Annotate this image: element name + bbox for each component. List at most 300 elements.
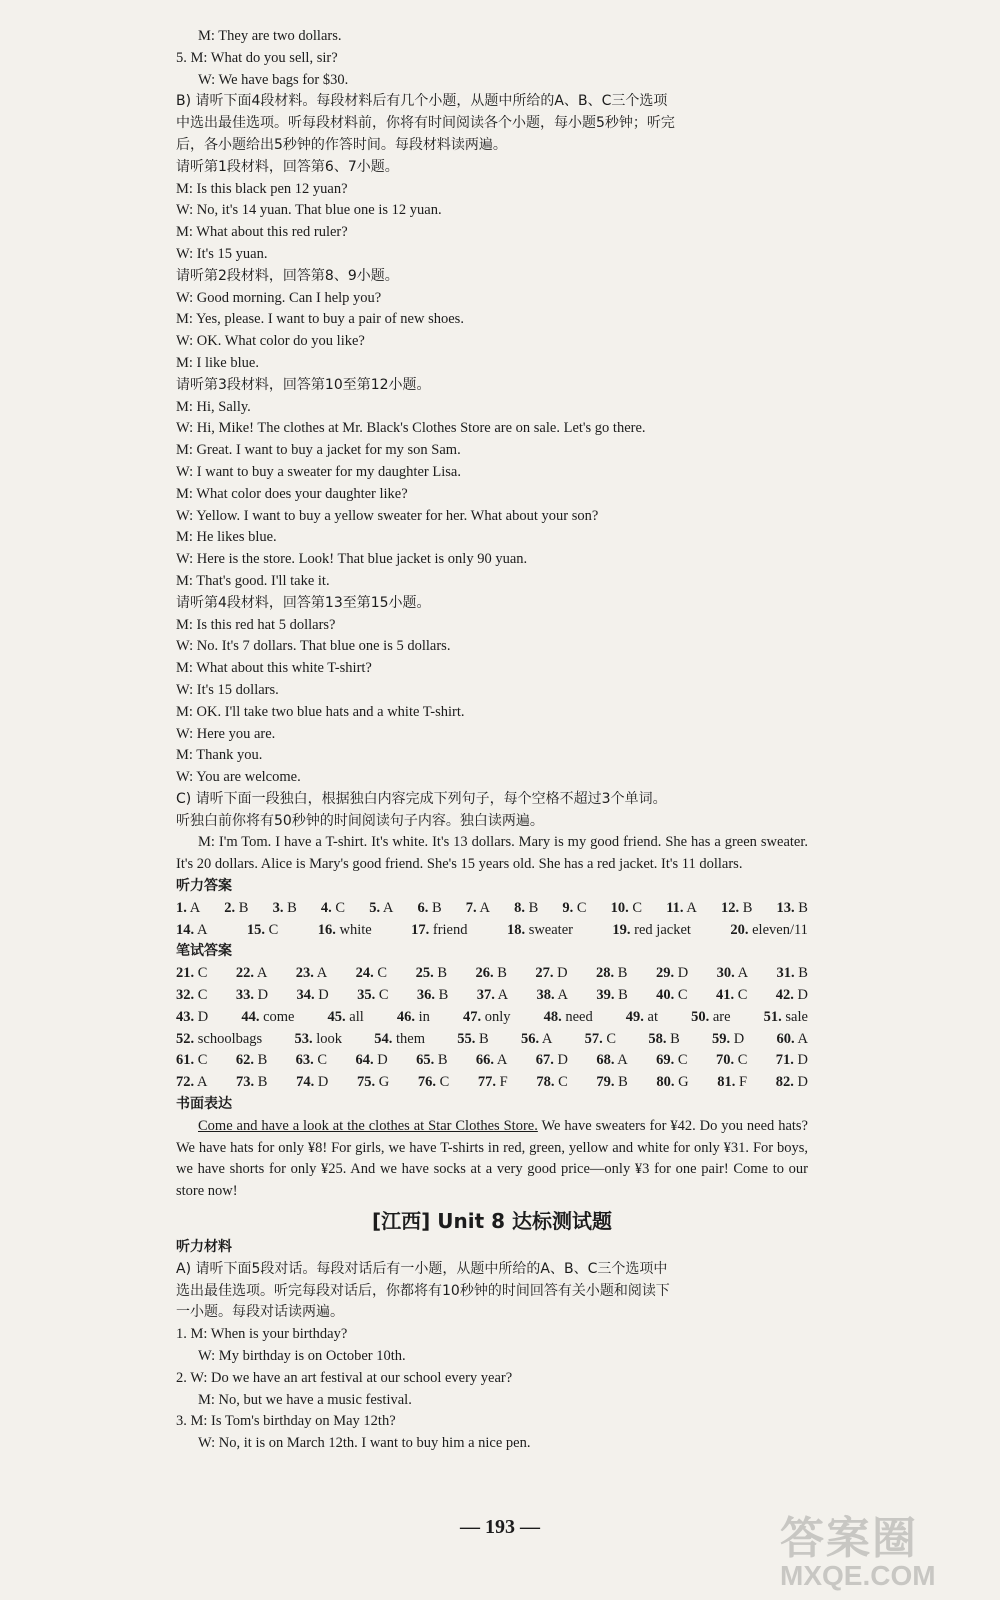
- dialogue-line: W: My birthday is on October 10th.: [198, 1348, 406, 1365]
- answer-item: [730, 920, 808, 942]
- dialogue-line: 请听第3段材料，回答第10至第12小题。: [176, 376, 431, 393]
- dialogue-line: W: No, it is on March 12th. I want to buy him a nice pen.: [198, 1435, 531, 1452]
- answer-value: B: [666, 1030, 680, 1047]
- answer-value: F: [735, 1074, 748, 1091]
- answer-item: [478, 1072, 508, 1094]
- dialogue-line: M: Great. I want to buy a jacket for my son Sam.: [176, 442, 461, 459]
- instruction-line: 听独白前你将有50秒钟的时间阅读句子内容。独白读两遍。: [176, 812, 544, 829]
- answer-value: A: [494, 987, 509, 1004]
- answer-number: 25.: [415, 965, 434, 982]
- answer-value: C: [435, 1074, 450, 1091]
- answer-item: [716, 1050, 747, 1072]
- answer-number: 52.: [176, 1030, 195, 1047]
- answer-number: 80.: [656, 1074, 675, 1091]
- answer-number: 67.: [535, 1052, 554, 1069]
- answer-item: [716, 985, 747, 1007]
- answer-item: [626, 1007, 658, 1029]
- answer-number: 74.: [296, 1074, 315, 1091]
- answer-number: 76.: [417, 1074, 436, 1091]
- answer-number: 27.: [535, 965, 554, 982]
- answer-value: red jacket: [630, 921, 691, 938]
- answer-row: [176, 1050, 808, 1072]
- answer-item: [691, 1007, 730, 1029]
- dialogue-line: 3. M: Is Tom's birthday on May 12th?: [176, 1413, 396, 1430]
- instruction-line: 选出最佳选项。听完每段对话后，你都将有10秒钟的时间回答有关小题和阅读下: [176, 1282, 670, 1299]
- answer-value: B: [433, 965, 447, 982]
- answer-number: 15.: [246, 921, 265, 938]
- answer-value: look: [312, 1030, 342, 1047]
- answer-number: 55.: [457, 1030, 476, 1047]
- answer-number: 29.: [655, 965, 675, 982]
- answer-value: are: [709, 1008, 731, 1025]
- answer-item: [521, 1029, 552, 1051]
- answer-number: 46.: [396, 1008, 415, 1025]
- answer-number: 35.: [357, 987, 376, 1004]
- answer-item: [562, 898, 586, 920]
- answer-item: [477, 985, 508, 1007]
- answer-value: B: [475, 1030, 489, 1047]
- answer-item: [776, 1072, 808, 1094]
- answer-value: A: [683, 899, 697, 916]
- answer-item: [777, 1029, 808, 1051]
- answer-item: [294, 1029, 342, 1051]
- answer-value: D: [194, 1008, 209, 1025]
- answer-value: A: [554, 987, 568, 1004]
- answer-number: 38.: [536, 987, 555, 1004]
- answer-number: 24.: [355, 965, 374, 982]
- answer-item: [466, 898, 490, 920]
- answer-item: [176, 1072, 207, 1094]
- answer-item: [273, 898, 297, 920]
- answer-value: A: [476, 899, 490, 916]
- answer-number: 30.: [716, 965, 735, 982]
- dialogue-line: W: No. It's 7 dollars. That blue one is 5 dollars.: [176, 638, 451, 655]
- dialogue-line: W: I want to buy a sweater for my daughter Lisa.: [176, 463, 461, 480]
- answer-value: them: [392, 1030, 425, 1047]
- answer-value: D: [793, 1052, 808, 1069]
- answer-number: 65.: [416, 1052, 435, 1069]
- answer-number: 6.: [417, 899, 429, 916]
- listening-answers: [176, 898, 808, 942]
- answer-value: D: [314, 987, 329, 1004]
- answer-value: D: [553, 1052, 568, 1069]
- answer-value: G: [674, 1074, 689, 1091]
- answer-value: D: [253, 987, 269, 1004]
- answer-number: 37.: [476, 987, 495, 1004]
- answer-value: A: [194, 921, 208, 938]
- dialogue-line: W: It's 15 dollars.: [176, 681, 279, 698]
- answer-item: [357, 1072, 389, 1094]
- answer-item: [418, 1072, 449, 1094]
- answer-item: [356, 963, 387, 985]
- section-b-dialogues: [176, 157, 808, 789]
- dialogue-line: M: OK. I'll take two blue hats and a white T-shirt.: [176, 703, 465, 720]
- answer-value: A: [313, 965, 328, 982]
- answer-item: [176, 985, 207, 1007]
- instruction-line: C) 请听下面一段独白，根据独白内容完成下列句子，每个空格不超过3个单词。: [176, 790, 667, 807]
- answer-number: 66.: [475, 1052, 494, 1069]
- answer-item: [296, 963, 327, 985]
- answer-item: [374, 1029, 425, 1051]
- answer-item: [176, 1007, 208, 1029]
- answer-value: B: [794, 899, 808, 916]
- answer-item: [236, 985, 268, 1007]
- answer-number: 75.: [356, 1074, 376, 1091]
- listening-answers-title: 听力答案: [176, 878, 232, 895]
- answer-item: [318, 920, 372, 942]
- answer-item: [417, 985, 448, 1007]
- answer-value: A: [186, 899, 201, 916]
- answer-item: [776, 985, 808, 1007]
- answer-number: 78.: [536, 1074, 555, 1091]
- answer-item: [296, 1050, 327, 1072]
- writing-rest: We have sweaters for ¥42. Do you need hats? We have hats for only ¥8! For girls, we have T-shirts in red, green, yellow and white for only ¥31. For boys, we have shorts for only ¥25. And we have socks at a very good price—only ¥3 for one pair! Come to our store now!: [176, 1117, 808, 1200]
- answer-value: A: [794, 1030, 808, 1047]
- answer-item: [596, 1072, 627, 1094]
- answer-item: [357, 985, 388, 1007]
- answer-value: B: [493, 965, 507, 982]
- answer-number: 73.: [236, 1074, 255, 1091]
- dialogue-line: W: We have bags for $30.: [198, 71, 349, 88]
- section-b-instructions: [176, 91, 808, 156]
- answer-number: 26.: [475, 965, 494, 982]
- answer-item: [369, 898, 393, 920]
- answer-number: 19.: [612, 921, 631, 938]
- answer-value: B: [235, 899, 249, 916]
- dialogue-line: M: What about this white T-shirt?: [176, 660, 372, 677]
- answer-value: friend: [429, 921, 468, 938]
- dialogue-line: M: No, but we have a music festival.: [198, 1391, 412, 1408]
- answer-number: 3.: [272, 899, 284, 916]
- answer-number: 53.: [294, 1030, 313, 1047]
- answer-item: [397, 1007, 430, 1029]
- answer-number: 7.: [465, 899, 477, 916]
- answer-value: G: [375, 1074, 390, 1091]
- answer-row: [176, 898, 808, 920]
- dialogue-line: M: That's good. I'll take it.: [176, 572, 330, 589]
- answer-item: [536, 1050, 568, 1072]
- answer-value: D: [553, 965, 568, 982]
- answer-value: sweater: [525, 921, 573, 938]
- instruction-line: B) 请听下面4段材料。每段材料后有几个小题，从题中所给的A、B、C三个选项: [176, 93, 668, 110]
- answer-value: C: [573, 899, 587, 916]
- answer-item: [764, 1007, 808, 1029]
- unit8-dialogues: [176, 1324, 808, 1455]
- answer-number: 57.: [584, 1030, 603, 1047]
- dialogue-line: 请听第4段材料，回答第13至第15小题。: [176, 594, 431, 611]
- answer-value: D: [730, 1030, 745, 1047]
- answer-value: A: [194, 1074, 208, 1091]
- answer-value: C: [375, 987, 389, 1004]
- answer-value: B: [435, 987, 449, 1004]
- watermark-cn: 答案圈: [780, 1513, 918, 1564]
- answer-number: 54.: [374, 1030, 393, 1047]
- answer-number: 1.: [176, 899, 187, 916]
- answer-item: [717, 1072, 747, 1094]
- answer-number: 22.: [235, 965, 255, 982]
- answer-item: [417, 898, 441, 920]
- answer-number: 70.: [715, 1052, 735, 1069]
- answer-item: [656, 985, 687, 1007]
- dialogue-line: W: Good morning. Can I help you?: [176, 289, 382, 306]
- answer-item: [507, 920, 573, 942]
- answer-number: 39.: [596, 987, 615, 1004]
- answer-number: 34.: [296, 987, 315, 1004]
- answer-value: B: [253, 1052, 268, 1069]
- answer-value: A: [254, 965, 268, 982]
- answer-value: B: [254, 1074, 268, 1091]
- answer-number: 18.: [506, 921, 526, 938]
- writing-underlined: Come and have a look at the clothes at Star Clothes Store.: [198, 1117, 538, 1134]
- answer-item: [656, 963, 688, 985]
- answer-item: [535, 963, 567, 985]
- answer-item: [236, 963, 267, 985]
- answer-item: [612, 920, 691, 942]
- answer-number: 33.: [235, 987, 254, 1004]
- dialogue-line: 请听第2段材料，回答第8、9小题。: [176, 267, 399, 284]
- answer-number: 13.: [776, 899, 795, 916]
- answer-number: 4.: [320, 899, 332, 916]
- answer-value: D: [793, 987, 808, 1004]
- answer-item: [296, 985, 328, 1007]
- answer-item: [777, 898, 808, 920]
- dialogue-line: W: You are welcome.: [176, 769, 301, 786]
- answer-value: all: [345, 1008, 364, 1025]
- answer-item: [514, 898, 538, 920]
- dialogue-line: M: I like blue.: [176, 354, 259, 371]
- answer-value: come: [259, 1008, 295, 1025]
- answer-value: B: [428, 899, 442, 916]
- dialogue-line: W: Here is the store. Look! That blue jacket is only 90 yuan.: [176, 551, 528, 568]
- answer-value: A: [494, 1052, 508, 1069]
- answer-number: 72.: [176, 1074, 195, 1091]
- dialogue-line: M: Hi, Sally.: [176, 398, 251, 415]
- answer-number: 17.: [411, 921, 430, 938]
- answer-row: [176, 985, 808, 1007]
- answer-item: [176, 963, 207, 985]
- answer-number: 40.: [656, 987, 675, 1004]
- answer-item: [596, 985, 627, 1007]
- answer-item: [236, 1050, 267, 1072]
- answer-value: A: [614, 1052, 628, 1069]
- answer-value: D: [793, 1074, 808, 1091]
- answer-number: 43.: [176, 1008, 195, 1025]
- answer-number: 5.: [369, 899, 381, 916]
- section-c-instructions: [176, 789, 808, 833]
- answer-row: [176, 963, 808, 985]
- instruction-line: 后，各小题给出5秒钟的作答时间。每段材料读两遍。: [176, 136, 507, 153]
- answer-item: [241, 1007, 294, 1029]
- answer-item: [585, 1029, 616, 1051]
- answer-value: B: [524, 899, 539, 916]
- answer-number: 81.: [717, 1074, 736, 1091]
- dialogue-line: M: Thank you.: [176, 747, 263, 764]
- answer-value: sale: [781, 1008, 808, 1025]
- watermark-en: MXQE.COM: [780, 1560, 936, 1591]
- dialogue-line: 1. M: When is your birthday?: [176, 1326, 348, 1343]
- answer-value: F: [495, 1074, 508, 1091]
- answer-item: [355, 1050, 387, 1072]
- dialogue-line: 请听第1段材料，回答第6、7小题。: [176, 158, 399, 175]
- answer-item: [537, 985, 568, 1007]
- answer-number: 14.: [176, 921, 195, 938]
- answer-item: [776, 1050, 808, 1072]
- answer-value: D: [373, 1052, 388, 1069]
- answer-item: [176, 898, 200, 920]
- answer-number: 45.: [327, 1008, 346, 1025]
- page-number: — 193 —: [460, 1516, 540, 1538]
- answer-value: C: [331, 899, 346, 916]
- answer-number: 56.: [520, 1030, 540, 1047]
- watermark-logo: [780, 1502, 980, 1590]
- dialogue-line: 5. M: What do you sell, sir?: [176, 49, 338, 66]
- dialogue-line: W: Yellow. I want to buy a yellow sweater for her. What about your son?: [176, 507, 599, 524]
- dialogue-line: M: He likes blue.: [176, 529, 277, 546]
- answer-number: 10.: [610, 899, 629, 916]
- answer-number: 71.: [775, 1052, 794, 1069]
- instruction-line: 中选出最佳选项。听每段材料前，你将有时间阅读各个小题，每小题5秒钟；听完: [176, 115, 675, 132]
- monologue-text: M: I'm Tom. I have a T-shirt. It's white. It's 13 dollars. Mary is my good friend. She has a green sweater. It's 20 dollars. Alice is Mary's good friend. She's 15 years old. She has a red jacket. It's 11 dollars.: [176, 834, 808, 873]
- unit8-listening-title: 听力材料: [176, 1239, 232, 1256]
- answer-value: C: [734, 1052, 748, 1069]
- answer-item: [648, 1029, 679, 1051]
- answer-value: B: [614, 1074, 628, 1091]
- answer-item: [596, 1050, 627, 1072]
- answer-value: C: [264, 921, 279, 938]
- answer-value: A: [539, 1030, 553, 1047]
- answer-number: 41.: [715, 987, 735, 1004]
- answer-item: [777, 963, 808, 985]
- answer-item: [176, 1050, 207, 1072]
- answer-number: 36.: [416, 987, 435, 1004]
- answer-number: 31.: [776, 965, 795, 982]
- answer-item: [717, 963, 748, 985]
- answer-number: 16.: [317, 921, 336, 938]
- answer-number: 8.: [514, 899, 525, 916]
- answer-number: 77.: [477, 1074, 496, 1091]
- answer-item: [476, 1050, 507, 1072]
- answer-number: 82.: [775, 1074, 794, 1091]
- answer-item: [721, 898, 752, 920]
- answer-value: C: [628, 899, 643, 916]
- answer-value: B: [434, 1052, 448, 1069]
- answer-value: C: [194, 1052, 208, 1069]
- answer-value: C: [194, 965, 208, 982]
- writing-title: 书面表达: [176, 1096, 232, 1113]
- answer-number: 63.: [295, 1052, 314, 1069]
- answer-number: 58.: [648, 1030, 667, 1047]
- answer-number: 12.: [720, 899, 740, 916]
- answer-value: at: [643, 1008, 659, 1025]
- dialogue-line: M: What about this red ruler?: [176, 224, 348, 241]
- dialogue-line: M: What color does your daughter like?: [176, 485, 408, 502]
- answer-number: 23.: [295, 965, 314, 982]
- answer-number: 11.: [666, 899, 684, 916]
- answer-number: 2.: [224, 899, 236, 916]
- answer-value: B: [794, 965, 808, 982]
- answer-value: schoolbags: [194, 1030, 263, 1047]
- answer-value: in: [415, 1008, 430, 1025]
- answer-row: [176, 1029, 808, 1051]
- answer-number: 69.: [656, 1052, 675, 1069]
- answer-number: 47.: [462, 1008, 482, 1025]
- answer-item: [611, 898, 642, 920]
- answer-number: 44.: [241, 1008, 260, 1025]
- answer-number: 49.: [625, 1008, 644, 1025]
- answer-value: C: [674, 987, 688, 1004]
- answer-item: [247, 920, 278, 942]
- answer-value: C: [674, 1052, 688, 1069]
- answer-item: [596, 963, 627, 985]
- answer-row: [176, 1072, 808, 1094]
- answer-row: [176, 1007, 808, 1029]
- answer-item: [176, 920, 207, 942]
- answer-value: C: [734, 987, 748, 1004]
- unit8-instructions: [176, 1259, 808, 1324]
- dialogue-line: M: Yes, please. I want to buy a pair of new shoes.: [176, 311, 464, 328]
- answer-item: [321, 898, 345, 920]
- answer-item: [544, 1007, 593, 1029]
- answer-value: eleven/11: [748, 921, 808, 938]
- answer-value: only: [481, 1008, 511, 1025]
- answer-item: [463, 1007, 511, 1029]
- dialogue-line: M: Is this black pen 12 yuan?: [176, 180, 348, 197]
- document-page: [176, 26, 808, 1455]
- answer-item: [296, 1072, 328, 1094]
- dialogue-line: W: Hi, Mike! The clothes at Mr. Black's Clothes Store are on sale. Let's go there.: [176, 420, 646, 437]
- answer-number: 20.: [730, 921, 749, 938]
- answer-item: [224, 898, 248, 920]
- answer-number: 59.: [712, 1030, 731, 1047]
- answer-item: [411, 920, 467, 942]
- answer-item: [416, 1050, 447, 1072]
- dialogue-line: W: No, it's 14 yuan. That blue one is 12 yuan.: [176, 202, 442, 219]
- writing-sample: [176, 1116, 808, 1203]
- answer-value: need: [561, 1008, 593, 1025]
- answer-value: A: [380, 899, 394, 916]
- answer-item: [656, 1050, 687, 1072]
- answer-value: B: [283, 899, 297, 916]
- unit8-title: [江西] Unit 8 达标测试题: [372, 1209, 612, 1234]
- answer-value: C: [554, 1074, 568, 1091]
- answer-value: B: [614, 987, 628, 1004]
- answer-item: [236, 1072, 267, 1094]
- answer-number: 51.: [763, 1008, 782, 1025]
- answer-value: B: [614, 965, 628, 982]
- answer-item: [328, 1007, 364, 1029]
- answer-value: white: [335, 921, 372, 938]
- dialogue-line: 2. W: Do we have an art festival at our school every year?: [176, 1369, 513, 1386]
- answer-number: 60.: [776, 1030, 795, 1047]
- instruction-line: 一小题。每段对话读两遍。: [176, 1304, 344, 1321]
- answer-value: C: [194, 987, 208, 1004]
- answer-number: 79.: [596, 1074, 615, 1091]
- written-answers-title: 笔试答案: [176, 943, 232, 960]
- answer-number: 42.: [775, 987, 794, 1004]
- answer-number: 9.: [562, 899, 574, 916]
- answer-number: 21.: [176, 965, 195, 982]
- answer-number: 62.: [235, 1052, 254, 1069]
- answer-number: 61.: [176, 1052, 195, 1069]
- answer-item: [416, 963, 447, 985]
- answer-value: D: [314, 1074, 329, 1091]
- answer-item: [536, 1072, 567, 1094]
- answer-value: A: [734, 965, 749, 982]
- dialogue-line: W: OK. What color do you like?: [176, 333, 365, 350]
- dialogue-line: W: It's 15 yuan.: [176, 245, 268, 262]
- dialogue-line: W: Here you are.: [176, 725, 276, 742]
- answer-value: D: [674, 965, 689, 982]
